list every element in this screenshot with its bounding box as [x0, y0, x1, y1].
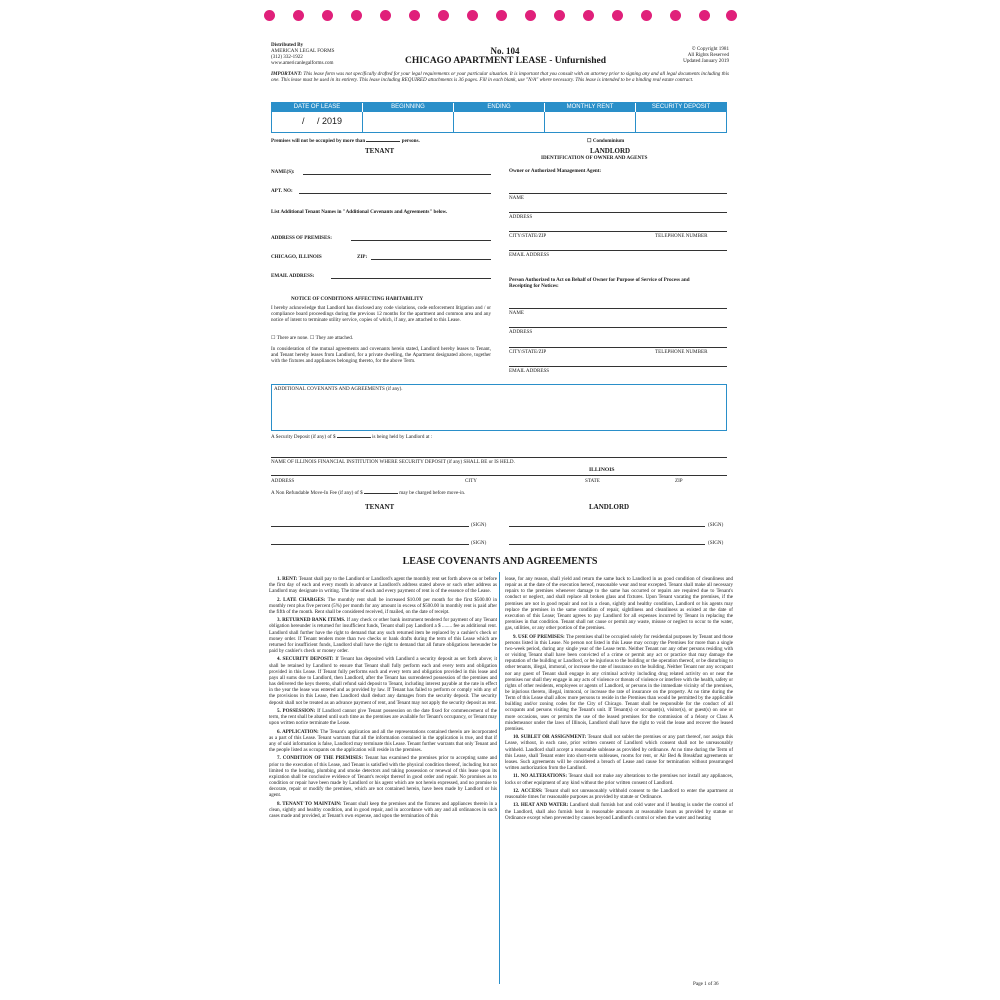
binder-hole: [293, 10, 304, 21]
apt-no-field[interactable]: [299, 193, 491, 194]
covenant-paragraph: [269, 755, 497, 798]
binder-hole: [641, 10, 652, 21]
agent-address-label: ADDRESS: [509, 329, 533, 335]
owner-telephone-label: TELEPHONE NUMBER: [655, 233, 708, 239]
tenant-heading: TENANT: [365, 147, 395, 155]
owner-city-label: CITY/STATE/ZIP: [509, 233, 547, 239]
covenant-heading: 6. APPLICATION:: [277, 728, 321, 735]
agent-telephone-label: TELEPHONE NUMBER: [655, 349, 708, 355]
binder-hole: [438, 10, 449, 21]
binder-hole: [351, 10, 362, 21]
agent-city-line[interactable]: [509, 347, 727, 348]
distributor-label: Distributed By: [271, 42, 304, 48]
security-deposit-line: [271, 434, 432, 440]
landlord-signature-line-2[interactable]: [509, 544, 705, 545]
landlord-signature-heading: LANDLORD: [589, 503, 630, 511]
covenant-heading: 7. CONDITION OF THE PREMISES:: [277, 755, 365, 762]
zip-field[interactable]: [371, 259, 491, 260]
institution-label: NAME OF ILLINOIS FINANCIAL INSTITUTION WHERE SECURITY DEPOSIT (if any) SHALL BE or IS HELD.: [271, 459, 515, 465]
owner-label: Owner or Authorized Management Agent:: [509, 168, 602, 174]
habitability-heading: NOTICE OF CONDITIONS AFFECTING HABITABILITY: [291, 296, 424, 302]
copyright-block: [641, 46, 729, 64]
tenant-names-field[interactable]: [303, 174, 491, 175]
covenant-paragraph: [269, 656, 497, 705]
covenant-text: Tenant shall not unreasonably withhold consent to the Landlord to enter the apartment at reasonable times for reasonable purposes as provided by statute or Ordinance.: [505, 787, 733, 801]
institution-state-label: STATE: [585, 478, 600, 484]
address-of-premises-label: ADDRESS OF PREMISES:: [271, 235, 332, 241]
binder-hole: [380, 10, 391, 21]
agent-city-label: CITY/STATE/ZIP: [509, 349, 547, 355]
owner-city-line[interactable]: [509, 231, 727, 232]
binder-hole: [525, 10, 536, 21]
institution-address-line[interactable]: [271, 475, 727, 476]
covenant-paragraph: [505, 773, 733, 785]
covenant-heading: 3. RETURNED BANK ITEMS.: [277, 617, 347, 624]
move-in-fee-text: A Non Refundable Move-In Fee (if any) of $: [271, 490, 363, 496]
covenant-heading: 1. RENT:: [277, 576, 299, 582]
covenant-text: The Tenant's application and all the representations contained therein are incorporated as a part of this Lease. Tenant warrants that all the information contained in the application is true, and that if any of said information is false, Landlord may terminate this Lease. Tenant further warrants that only Tenant and the people listed as occupants on the application will reside in the premises.: [269, 728, 497, 753]
owner-name-label: NAME: [509, 195, 524, 201]
institution-line[interactable]: [271, 457, 727, 458]
binder-hole: [583, 10, 594, 21]
covenants-right-column: [505, 576, 733, 823]
covenant-paragraph: [505, 576, 733, 631]
covenant-text: Tenant shall not sublet the premises or any part thereof, nor assign this Lease, without, in each case, prior written consent of Landlord which consent shall not be unreasonably withheld. Landlord shall accept a reasonable sublease as provided by ordinance. At no time during the Term of this Lease, shall Tenant enter into short-term subleases, rooms for rent, or Air Bed & Breakfast agreements or leases. Such agreements will be considered a breach of Lease and cause for termination without prearranged written authorization from the Landlord.: [505, 734, 733, 772]
agent-email-label: EMAIL ADDRESS: [509, 368, 550, 374]
covenant-heading: 8. TENANT TO MAINTAIN:: [277, 800, 344, 807]
covenant-heading: 11. NO ALTERATIONS:: [513, 773, 569, 780]
covenants-title: LEASE COVENANTS AND AGREEMENTS: [402, 556, 598, 567]
covenant-text: Tenant has examined the premises prior to accepting same and prior to the execution of this Lease, and Tenant is satisfied with the physical condition thereof, including but not limited to the heating, plumbing and smoke detectors and taking possession or renewal of this lease upon its expiration shall be conclusive evidence of Tenant's receipt thereof in good order and repair. No promises as to condition or repair have been made by Landlord or his agent which are not herein expressed, and no promise to decorate, repair or modify the premises, which are not contained herein, have been made by Landlord or his agent.: [269, 755, 497, 799]
move-in-fee-line: [271, 490, 465, 496]
institution-zip-label: ZIP: [675, 478, 683, 484]
security-deposit-field[interactable]: [636, 112, 726, 132]
agent-email-line[interactable]: [509, 366, 727, 367]
lease-document: [265, 38, 735, 993]
owner-name-line[interactable]: [509, 193, 727, 194]
updated-date: Updated January 2019: [683, 58, 729, 64]
tenant-sign-label: (SIGN): [471, 540, 487, 546]
covenant-text: If any check or other bank instrument tendered for payment of any Tenant obligation hereunder is returned for insufficient funds, Tenant shall pay Landlord a $ ........ fee as additional rent. Landlord shall further have the right to demand that any such returned item be replaced by a cashier's check or money order. If Tenant tenders more than two checks or bank drafts during the term of this Lease which are returned for insufficient funds, Landlord shall have the right to demand that all future obligations hereunder be paid by cashier's check or money order.: [269, 617, 497, 655]
binder-hole: [322, 10, 333, 21]
covenants-left-column: [269, 576, 497, 821]
additional-covenants-label: ADDITIONAL COVENANTS AND AGREEMENTS (if any).: [274, 386, 403, 392]
zip-label: ZIP:: [357, 254, 368, 260]
condominium-checkbox[interactable]: ☐ Condominium: [587, 138, 625, 144]
distributor-phone: (312) 332-1922: [271, 54, 303, 60]
covenant-heading: 5. POSSESSION:: [277, 707, 318, 714]
tenant-names-label: NAME(S):: [271, 169, 295, 175]
landlord-signature-line-1[interactable]: [509, 526, 705, 527]
covenant-paragraph: [505, 802, 733, 820]
covenant-paragraph: [505, 734, 733, 771]
owner-agents-heading: IDENTIFICATION OF OWNER AND AGENTS: [541, 155, 648, 161]
covenant-heading: 10. SUBLET OR ASSIGNMENT:: [513, 734, 588, 741]
tenant-email-label: EMAIL ADDRESS:: [271, 273, 315, 279]
covenant-paragraph: [269, 576, 497, 594]
covenant-heading: 13. HEAT AND WATER:: [513, 802, 570, 809]
page-number: Page 1 of 36: [693, 981, 719, 987]
landlord-sign-label: (SIGN): [708, 540, 724, 546]
column-divider: [499, 572, 500, 984]
covenant-text: If Landlord cannot give Tenant possession on the date fixed for commencement of the term, the rent shall be abated until such time as the premises are available for Tenant's occupancy, or Tenant may upon written notice terminate the Lease.: [269, 707, 497, 727]
beginning-field[interactable]: [363, 112, 454, 132]
institution-city-label: CITY: [465, 478, 477, 484]
address-of-premises-field[interactable]: [351, 240, 491, 241]
habitability-text: I hereby acknowledge that Landlord has disclosed any code violations, code enforcement litigation and / or compliance board proceedings during the previous 12 months for the apartment and common area and any notice of intent to terminate utility service, copies of which, if any, are attached to this Lease.: [271, 305, 491, 323]
covenant-text: The monthly rent shall be increased $10.00 per month for the first $500.00 in monthly rent plus five percent (5%) per month for any amount in excess of $500.00 in monthly rent is paid after the fifth of the month. Rent shall be considered received, if mailed, on the date of receipt.: [269, 596, 498, 615]
security-amount-field[interactable]: [337, 437, 371, 438]
apt-no-label: APT. NO:: [271, 188, 293, 194]
form-number: No. 104: [490, 46, 520, 56]
monthly-rent-field[interactable]: [545, 112, 636, 132]
date-of-lease-value: / / 2019: [302, 116, 343, 126]
document-title: CHICAGO APARTMENT LEASE - Unfurnished: [405, 56, 606, 66]
move-in-fee-field[interactable]: [364, 493, 398, 494]
landlord-sign-label: (SIGN): [708, 522, 724, 528]
tenant-email-field[interactable]: [331, 278, 491, 279]
header-monthly-rent: MONTHLY RENT: [545, 103, 636, 112]
additional-names-note: List Additional Tenant Names in "Additional Covenants and Agreements" below.: [271, 209, 448, 215]
covenant-heading: 12. ACCESS:: [513, 787, 545, 794]
covenant-text: Tenant shall keep the premises and the fixtures and appliances therein in a clean, sightly and healthy condition, and in good repair, and in accordance with any and all ordinances in such cases made and provided, at Tenant's own expense, and upon the termination of this: [269, 800, 497, 819]
important-text: This lease form was not specifically drafted for your legal requirements or your particular situation. It is important that you consult with an attorney prior to signing any and all legal documents including this one. This lease must be used in its entirety. This lease including REQUIRED attachments is 36 pages. Fill in each blank, use "N/A" where necessary. This lease is intended to be a binding real estate contract.: [271, 71, 729, 83]
binder-hole: [612, 10, 623, 21]
covenant-paragraph: [269, 801, 497, 819]
security-deposit-text: A Security Deposit (if any) of $: [271, 434, 336, 440]
rights-reserved: All Rights Reserved: [687, 52, 729, 58]
date-of-lease-field[interactable]: [272, 112, 363, 132]
header-beginning: BEGINNING: [363, 103, 454, 112]
owner-email-label: EMAIL ADDRESS: [509, 252, 550, 258]
lease-terms-table: [271, 102, 727, 133]
covenant-heading: 9. USE OF PREMISES:: [513, 633, 566, 640]
consideration-text: In consideration of the mutual agreements and covenants herein stated, Landlord hereby leases to Tenant, and Tenant hereby leases from Landlord, for a private dwelling, the Apartment designated above, together with the fixtures and appliances belonging thereto, for the above Term.: [271, 346, 491, 364]
covenant-text: lease, for any reason, shall yield and return the same back to Landlord in as good condition of cleanliness and repair as at the date of the execution hereof, reasonable wear and tear excepted. Tenant shall make all necessary repairs to the premises whenever damage to the same has occurred or repairs are required due to Tenant's conduct or neglect, and shall replace all broken glass and fixtures. Upon Tenant vacating the premises, if the premises are not in good repair and not in a clean, sightly and healthy condition, Landlord or his agents may replace the premises in the same condition of repair, sightliness and cleanliness as existed at the date of execution of this Lease; Tenant agrees to pay Landlord for all expenses incurred by Tenant in replacing the premises in that condition. Tenant shall not cause or permit any waste, misuse or neglect to occur to the water, gas, utilities, or any other portion of the premises.: [505, 576, 733, 632]
covenant-paragraph: [505, 788, 733, 800]
landlord-heading: LANDLORD: [590, 147, 631, 155]
covenant-text: If Tenant has deposited with Landlord a security deposit as set forth above; it shall be retained by Landlord to ensure that Tenant shall fully perform each and every term and obligation provided in this Lease. If Tenant fully performs each and every term and obligation provided in this lease and pays all sums due to Landlord, then Landlord, after the Tenant has surrendered possession of the premises and has delivered the keys thereto, shall refund said deposit to Tenant, including interest payable at the rate in effect in the year the lease was entered and as provided by law. If Tenant has failed to perform or comply with any of the provisions in this Lease, then Landlord shall deduct any damages from the security deposit. The security deposit shall not be treated as an advance payment of rent, and Tenant may not apply the security deposit as rent.: [269, 656, 497, 706]
covenant-heading: 2. LATE CHARGES:: [277, 596, 328, 603]
binder-hole: [496, 10, 507, 21]
habitability-options[interactable]: ☐ There are none. ☐ They are attached.: [271, 335, 354, 341]
covenant-text: The premises shall be occupied solely for residential purposes by Tenant and those persons listed in this Lease. No person not listed in this Lease may occupy the Premises for more than a single two-week period, during any single year of the Lease term. Neither Tenant nor any other persons residing with or visiting Tenant shall have been convicted of a crime or permit any act or practice that may damage the reputation of the building or Landlord, or be injurious to the building or the operation thereof, or be disturbing to other tenants, illegal, immoral, or increase the rate of insurance on the building. Neither Tenant nor any occupant nor any guest of Tenant shall engage in any criminal activity including drug related activity on or near the premises nor shall they engage in any acts of violence or threats of violence or interfere with the health, safety or rights of other residents, employees or agents of Landlord, or persons in the immediate vicinity of the premises, be injurious thereto, illegal, immoral, or increase the rate of insurance on the property. At no time during the Term of this Lease shall allow more persons to reside in the Premises than would be permitted by the applicable building and/or zoning codes for the City of Chicago. Tenant shall be responsible for the conduct of all occupants and persons visiting the Tenant's unit. If Tenant(s) or occupant(s), visitor(s), or guest(s) on one or more occasions, uses or permits the use of the leased premises for the commission of a felony or Class A misdemeanor under the laws of Illinois, Landlord shall have the right to void the lease and recover the leased premises.: [505, 633, 734, 732]
header-date-of-lease: DATE OF LEASE: [272, 103, 363, 112]
covenant-paragraph: [269, 617, 497, 654]
tenant-signature-heading: TENANT: [365, 503, 395, 511]
persons-label: persons.: [401, 138, 420, 144]
header-security-deposit: SECURITY DEPOSIT: [636, 103, 726, 112]
additional-covenants-box[interactable]: [271, 384, 727, 431]
ending-field[interactable]: [454, 112, 545, 132]
occupancy-text: Premises will not be occupied by more than: [271, 138, 366, 144]
distributor-website: www.americanlegalforms.com: [271, 60, 334, 66]
binder-hole: [699, 10, 710, 21]
important-notice: [271, 71, 729, 83]
owner-email-line[interactable]: [509, 250, 727, 251]
security-held-text: is being held by Landlord at :: [372, 434, 433, 440]
occupancy-line: [271, 138, 420, 144]
owner-address-label: ADDRESS: [509, 214, 533, 220]
binder-hole: [726, 10, 737, 21]
header-ending: ENDING: [454, 103, 545, 112]
illinois-state: ILLINOIS: [589, 467, 615, 473]
distributor-name: AMERICAN LEGAL FORMS: [271, 48, 335, 54]
covenant-heading: 4. SECURITY DEPOSIT:: [277, 656, 336, 663]
occupancy-blank[interactable]: [366, 141, 400, 142]
agent-name-line[interactable]: [509, 308, 727, 309]
important-label: IMPORTANT:: [271, 71, 303, 77]
authorized-agent-label: Person Authorized to Act on Behalf of Owner for Purpose of Service of Process and Receipting for Notices:: [509, 277, 690, 289]
owner-address-line[interactable]: [509, 212, 727, 213]
agent-name-label: NAME: [509, 310, 524, 316]
covenant-text: Landlord shall furnish hot and cold water and if heating is under the control of the Landlord, shall also furnish heat in reasonable amounts at reasonable hours as provided by statute or Ordinance except when prevented by causes beyond Landlord's control or when the water and heating: [505, 802, 733, 821]
covenant-text: Tenant shall not make any alterations to the premises nor install any appliances, locks or other equipment of any kind without the prior written consent of Landlord.: [505, 773, 733, 786]
institution-address-label: ADDRESS: [271, 478, 295, 484]
binder-hole: [409, 10, 420, 21]
covenant-text: Tenant shall pay to the Landlord or Landlord's agent the monthly rent set forth above on or before the first day of each and every month in advance at Landlord's address stated above or such other address as Landlord may designate in writing. The time of each and every payment of rent is of the essence of the Lease.: [269, 576, 497, 595]
binder-hole: [670, 10, 681, 21]
covenant-paragraph: [269, 729, 497, 754]
binder-hole: [467, 10, 478, 21]
tenant-sign-label: (SIGN): [471, 522, 487, 528]
covenant-paragraph: [269, 708, 497, 726]
binder-hole: [554, 10, 565, 21]
binder-hole: [264, 10, 275, 21]
city-label: CHICAGO, ILLINOIS: [271, 254, 322, 260]
move-in-fee-note: may be charged before move-in.: [399, 490, 466, 496]
copyright-line: © Copyright 1981: [691, 46, 729, 52]
tenant-signature-line-1[interactable]: [271, 526, 469, 527]
tenant-signature-line-2[interactable]: [271, 544, 469, 545]
covenant-paragraph: [505, 634, 733, 733]
agent-address-line[interactable]: [509, 327, 727, 328]
covenant-paragraph: [269, 597, 497, 615]
